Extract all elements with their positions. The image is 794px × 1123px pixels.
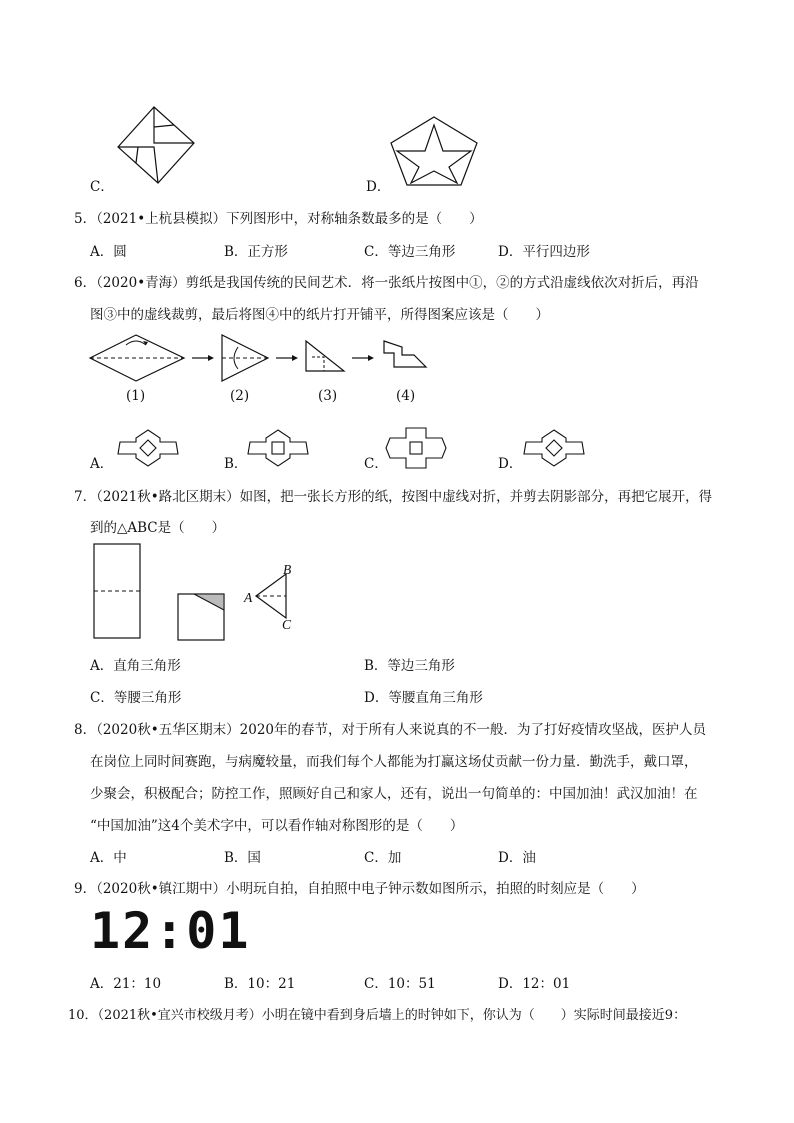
q6-fold-steps-figure [88,333,448,383]
q6-step2-label: (2) [230,388,250,404]
q5-option-c: C．等边三角形 [364,244,456,260]
q6-option-c: C． [364,456,388,472]
q7-stem-line1: 7．（2021秋•路北区期末）如图，把一张长方形的纸，按图中虚线对折，并剪去阴影部分，再把它展开，得 [74,489,713,505]
q8-option-a: A．中 [90,850,127,866]
q5-option-a: A．圆 [90,244,127,260]
q6-option-a: A． [90,456,114,472]
q6-option-d-figure [522,428,586,468]
q6-step1-label: (1) [126,388,146,404]
q5-stem: 5．（2021•上杭县模拟）下列图形中，对称轴条数最多的是（ ） [74,211,483,227]
q8-option-d: D．油 [498,850,536,866]
q9-option-d: D．12：01 [498,976,571,992]
q8-stem-line1: 8．（2020秋•五华区期末）2020年的春节，对于所有人来说真的不一般．为了打好疫情攻坚战，医护人员 [74,722,707,738]
q8-stem-line3: 少聚会，积极配合；防控工作，照顾好自己和家人，还有，说出一句简单的：中国加油！武汉加油！在 [90,786,698,802]
q9-option-a: A．21：10 [90,976,162,992]
q6-option-a-figure [116,428,180,468]
q7-label-b: B [283,562,292,577]
q7-rectangle-fold-figure [94,544,314,644]
q6-option-c-figure [384,426,448,470]
option-c-label: C． [90,179,114,195]
q7-label-c: C [282,617,292,632]
q8-stem-line4: “中国加油”这4个美术字中，可以看作轴对称图形的是（ ） [90,818,464,834]
q7-option-d: D．等腰直角三角形 [364,690,483,706]
q6-stem-line1: 6．（2020•青海）剪纸是我国传统的民间艺术．将一张纸片按图中①，②的方式沿虚线依次对折后，再沿 [74,275,699,291]
q10-stem: 10．（2021秋•宜兴市校级月考）小明在镜中看到身后墙上的时钟如下，你认为（ ）实际时间最接近9： [68,1008,687,1023]
q7-option-a: A．直角三角形 [90,658,181,674]
q6-option-d: D． [498,456,523,472]
q6-step3-label: (3) [318,388,338,404]
option-d-label: D． [366,179,391,195]
q6-option-b-figure [246,428,310,468]
q6-option-b: B． [224,456,248,472]
option-d-pentagon-star-figure [389,115,479,185]
q9-option-c: C．10：51 [364,976,436,992]
q8-option-b: B．国 [224,850,261,866]
q8-option-c: C．加 [364,850,402,866]
q5-option-d: D．平行四边形 [498,244,590,260]
q9-stem: 9．（2020秋•镇江期中）小明玩自拍，自拍照中电子钟示数如图所示，拍照的时刻应是（ ） [74,881,645,897]
q7-stem-line2: 到的△ABC是（ ） [90,520,226,536]
q7-label-a: A [244,590,253,605]
q9-digital-clock-display: 12:01 [90,902,251,960]
q8-stem-line2: 在岗位上同时间赛跑，与病魔较量，而我们每个人都能为打赢这场仗贡献一份力量．勤洗手，戴口罩， [90,754,698,770]
q5-option-b: B．正方形 [224,244,288,260]
q9-option-b: B．10：21 [224,976,296,992]
q6-step4-label: (4) [396,388,416,404]
option-c-square-figure [116,105,196,185]
q7-option-b: B．等边三角形 [364,658,455,674]
q6-stem-line2: 图③中的虚线裁剪，最后将图④中的纸片打开铺平，所得图案应该是（ ） [90,307,549,323]
q7-option-c: C．等腰三角形 [90,690,182,706]
